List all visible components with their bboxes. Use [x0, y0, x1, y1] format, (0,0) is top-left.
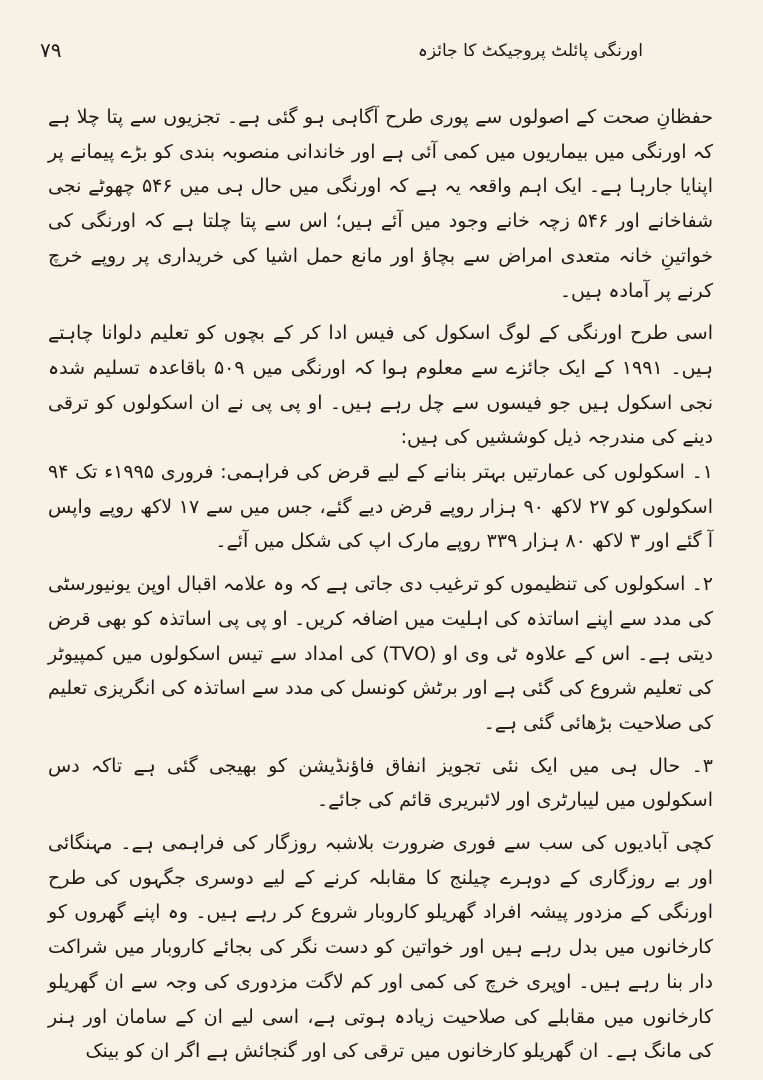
- page-number: ۹۷: [40, 38, 62, 62]
- list-item-labs-libraries: ۳۔ حال ہی میں ایک نئی تجویز انفاق فاؤنڈیشن کو بھیجی گئی ہے تاکہ دس اسکولوں میں لیبارٹری اور لائبریری قائم کی جائے۔: [48, 754, 713, 812]
- body-text: [48, 100, 713, 1069]
- paragraph-schools: اسی طرح اورنگی کے لوگ اسکول کی فیس ادا کر کے بچوں کو تعلیم دلوانا چاہتے ہیں۔ ۱۹۹۱ کے ایک جائزے سے معلوم ہوا کہ اورنگی میں ۵۰۹ باقاعدہ تسلیم شدہ نجی اسکول ہیں جو فیسوں سے چل رہے ہیں۔ او پی پی نے ان اسکولوں کو ترقی دینے کی مندرجہ ذیل کوششیں کی ہیں:: [48, 322, 713, 449]
- paragraph-employment: کچی آبادیوں کی سب سے فوری ضرورت بلاشبہ روزگار کی فراہمی ہے۔ مہنگائی اور بے روزگاری کے دوہرے چیلنج کا مقابلہ کرنے کے لیے دوسری جگہوں کی طرح اورنگی کے مزدور پیشہ افراد گھریلو کاروبار شروع کر رہے ہیں۔ وہ اپنے گھروں کو کارخانوں میں بدل رہے ہیں اور خواتین کو دست نگر کی بجائے کاروبار میں شراکت دار بنا رہے ہیں۔ اوپری خرچ کی کمی اور کم لاگت مزدوری کی وجہ سے ان گھریلو کارخانوں میں مقابلے کی صلاحیت زیادہ ہوتی ہے، اسی لیے ان کے سامان اور ہنر کی مانگ ہے۔ ان گھریلو کارخانوں میں ترقی کی اور گنجائش ہے اگر ان کو بینک: [48, 832, 713, 1063]
- paragraph-hygiene: حفظانِ صحت کے اصولوں سے پوری طرح آگاہی ہو گئی ہے۔ تجزیوں سے پتا چلا ہے کہ اورنگی میں بیماریوں میں کمی آئی ہے اور خاندانی منصوبہ بندی کو بڑے پیمانے پر اپنایا جارہا ہے۔ ایک اہم واقعہ یہ ہے کہ اورنگی میں حال ہی میں ۵۴۶ چھوٹے نجی شفاخانے اور ۵۴۶ زچہ خانے وجود میں آئے ہیں؛ اس سے پتا چلتا ہے کہ اورنگی کی خواتینِ خانہ متعدی امراض سے بچاؤ اور مانع حمل اشیا کی خریداری پر روپے خرچ کرنے پر آمادہ ہیں۔: [48, 106, 713, 302]
- list-item-teacher-training: ۲۔ اسکولوں کی تنظیموں کو ترغیب دی جاتی ہے کہ وہ علامہ اقبال اوپن یونیورسٹی کی مدد سے اپنے اساتذہ کی اہلیت میں اضافہ کریں۔ او پی پی اساتذہ کو بھی قرض دیتی ہے۔ اس کے علاوہ ٹی وی او (TVO) کی امداد سے تیس اسکولوں میں کمپیوٹر کی تعلیم شروع کی گئی ہے اور برٹش کونسل کی مدد سے اساتذہ کی انگریزی تعلیم کی صلاحیت بڑھائی گئی ہے۔: [48, 573, 713, 734]
- running-title: اورنگی پائلٹ پروجیکٹ کا جائزہ: [417, 40, 643, 61]
- list-item-building-loans: ۱۔ اسکولوں کی عمارتیں بہتر بنانے کے لیے قرض کی فراہمی: فروری ۱۹۹۵ء تک ۹۴ اسکولوں کو ۲۷ لاکھ ۹۰ ہزار روپے قرض دیے گئے، جس میں سے ۱۷ لاکھ روپے واپس آ گئے اور ۳ لاکھ ۸۰ ہزار ۳۳۹ روپے مارک اپ کی شکل میں آئے۔: [48, 461, 714, 553]
- page-header: [40, 30, 653, 70]
